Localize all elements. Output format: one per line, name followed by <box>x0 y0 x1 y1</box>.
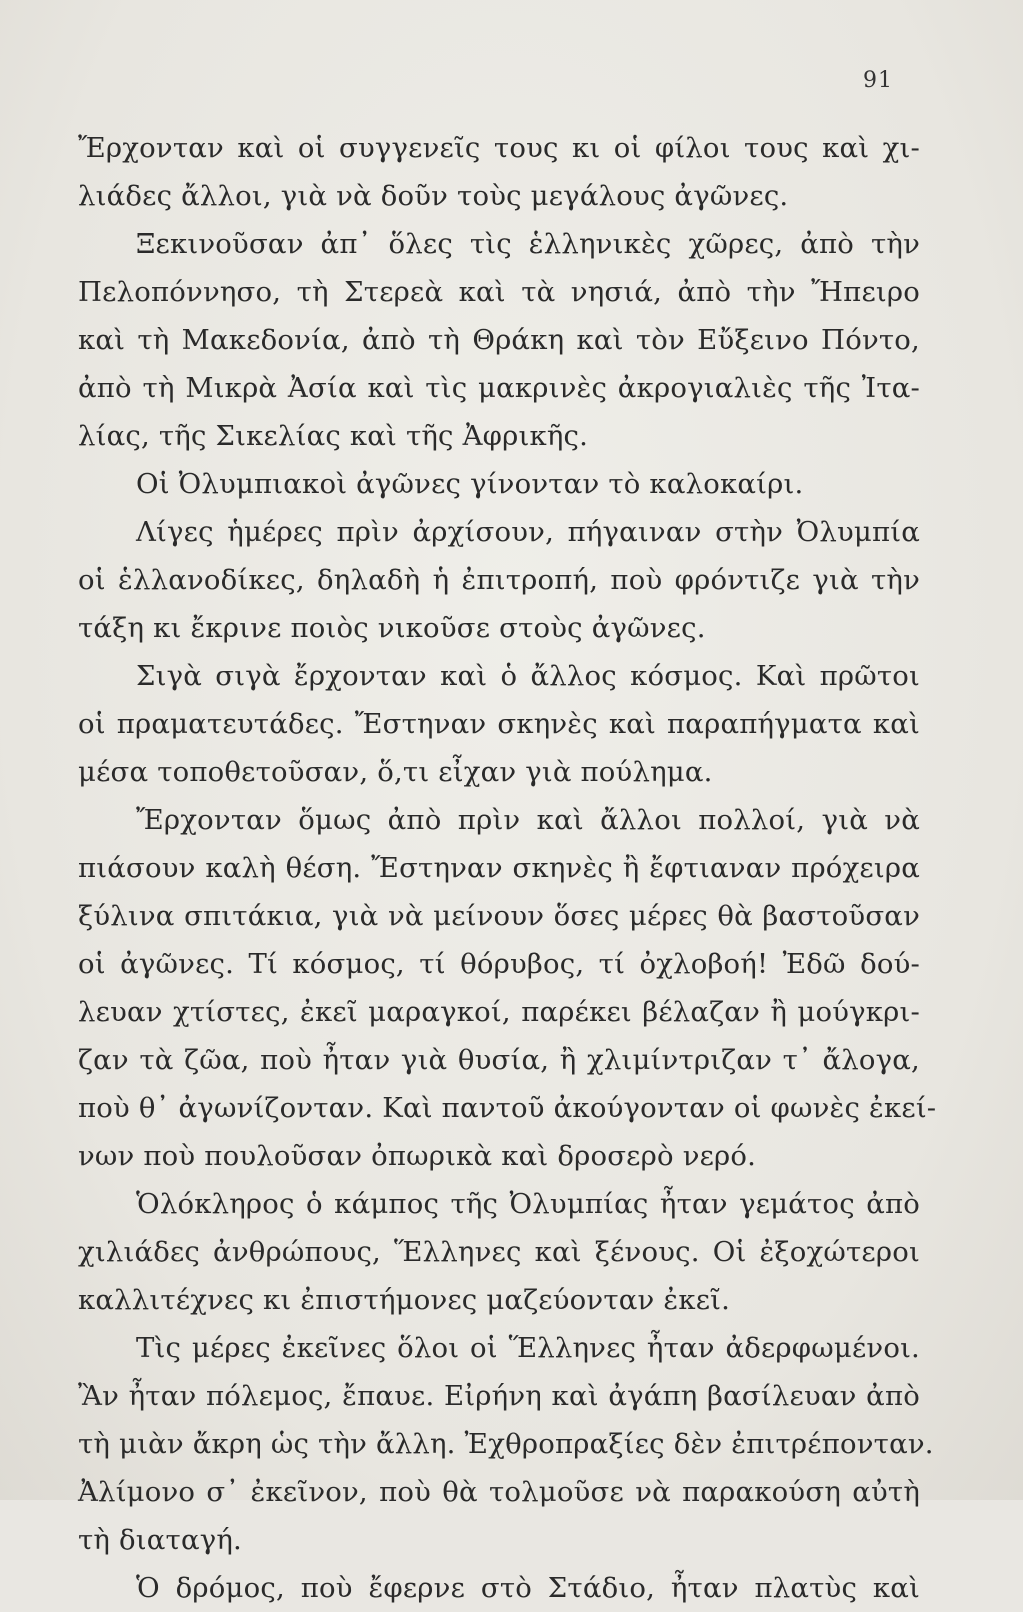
text-line: ξύλινα σπιτάκια, γιὰ νὰ μείνουν ὅσες μέρες θὰ βαστοῦσαν <box>78 900 920 932</box>
text-line: Πελοπόννησο, τὴ Στερεὰ καὶ τὰ νησιά, ἀπὸ τὴν Ἤπειρο <box>78 276 920 308</box>
page-number: 91 <box>863 68 893 93</box>
text-line: οἱ πραματευτάδες. Ἔστηναν σκηνὲς καὶ παραπήγματα καὶ <box>78 708 920 740</box>
text-line: καλλιτέχνες κι ἐπιστήμονες μαζεύονταν ἐκεῖ. <box>78 1284 731 1316</box>
text-line: Λίγες ἡμέρες πρὶν ἀρχίσουν, πήγαιναν στὴν Ὀλυμπία <box>136 516 920 548</box>
text-line: Ξεκινοῦσαν ἀπ᾿ ὅλες τὶς ἑλληνικὲς χῶρες, ἀπὸ τὴν <box>136 228 920 260</box>
text-line: λευαν χτίστες, ἐκεῖ μαραγκοί, παρέκει βέλαζαν ἢ μούγκρι- <box>78 996 920 1028</box>
text-line: νων ποὺ πουλοῦσαν ὀπωρικὰ καὶ δροσερὸ νερό. <box>78 1140 757 1172</box>
text-line: Οἱ Ὀλυμπιακοὶ ἀγῶνες γίνονταν τὸ καλοκαίρι. <box>136 468 804 500</box>
text-line: λιάδες ἄλλοι, γιὰ νὰ δοῦν τοὺς μεγάλους ἀγῶνες. <box>78 180 789 212</box>
text-line: οἱ ἀγῶνες. Τί κόσμος, τί θόρυβος, τί ὀχλοβοή! Ἐδῶ δού- <box>78 948 920 980</box>
body-text <box>78 124 937 1612</box>
text-line: Ὁ δρόμος, ποὺ ἔφερνε στὸ Στάδιο, ἦταν πλατὺς καὶ <box>136 1572 920 1604</box>
text-line: καὶ τὴ Μακεδονία, ἀπὸ τὴ Θράκη καὶ τὸν Εὔξεινο Πόντο, <box>78 324 920 356</box>
text-line: Ἔρχονταν ὅμως ἀπὸ πρὶν καὶ ἄλλοι πολλοί, γιὰ νὰ <box>136 804 920 836</box>
text-line: ποὺ θ᾿ ἀγωνίζονταν. Καὶ παντοῦ ἀκούγονταν οἱ φωνὲς ἐκεί- <box>78 1092 937 1124</box>
text-line: χιλιάδες ἀνθρώπους, Ἕλληνες καὶ ξένους. Οἱ ἐξοχώτεροι <box>78 1236 920 1268</box>
text-line: μέσα τοποθετοῦσαν, ὅ,τι εἶχαν γιὰ πούλημα. <box>78 756 713 788</box>
text-line: πιάσουν καλὴ θέση. Ἔστηναν σκηνὲς ἢ ἔφτιαναν πρόχειρα <box>78 852 920 884</box>
text-line: ζαν τὰ ζῶα, ποὺ ἦταν γιὰ θυσία, ἢ χλιμίντριζαν τ᾿ ἄλογα, <box>78 1044 920 1076</box>
text-line: τάξη κι ἔκρινε ποιὸς νικοῦσε στοὺς ἀγῶνες. <box>78 612 706 644</box>
text-line: Ἔρχονταν καὶ οἱ συγγενεῖς τους κι οἱ φίλοι τους καὶ χι- <box>78 132 920 164</box>
text-line: Τὶς μέρες ἐκεῖνες ὅλοι οἱ Ἕλληνες ἦταν ἀδερφωμένοι. <box>136 1332 920 1364</box>
text-line: λίας, τῆς Σικελίας καὶ τῆς Ἀφρικῆς. <box>78 420 589 452</box>
text-line: Σιγὰ σιγὰ ἔρχονταν καὶ ὁ ἄλλος κόσμος. Καὶ πρῶτοι <box>136 660 920 692</box>
text-line: ἀπὸ τὴ Μικρὰ Ἀσία καὶ τὶς μακρινὲς ἀκρογιαλιὲς τῆς Ἰτα- <box>78 372 920 404</box>
text-line: Ἀλίμονο σ᾿ ἐκεῖνον, ποὺ θὰ τολμοῦσε νὰ παρακούση αὐτὴ <box>78 1476 920 1508</box>
text-line: τὴ διαταγή. <box>78 1524 242 1556</box>
text-line: Ὁλόκληρος ὁ κάμπος τῆς Ὀλυμπίας ἦταν γεμάτος ἀπὸ <box>136 1188 920 1220</box>
text-line: τὴ μιὰν ἄκρη ὡς τὴν ἄλλη. Ἐχθροπραξίες δὲν ἐπιτρέπονταν. <box>78 1428 934 1460</box>
text-line: Ἂν ἦταν πόλεμος, ἔπαυε. Εἰρήνη καὶ ἀγάπη βασίλευαν ἀπὸ <box>78 1380 920 1412</box>
text-line: οἱ ἑλλανοδίκες, δηλαδὴ ἡ ἐπιτροπή, ποὺ φρόντιζε γιὰ τὴν <box>78 564 920 596</box>
